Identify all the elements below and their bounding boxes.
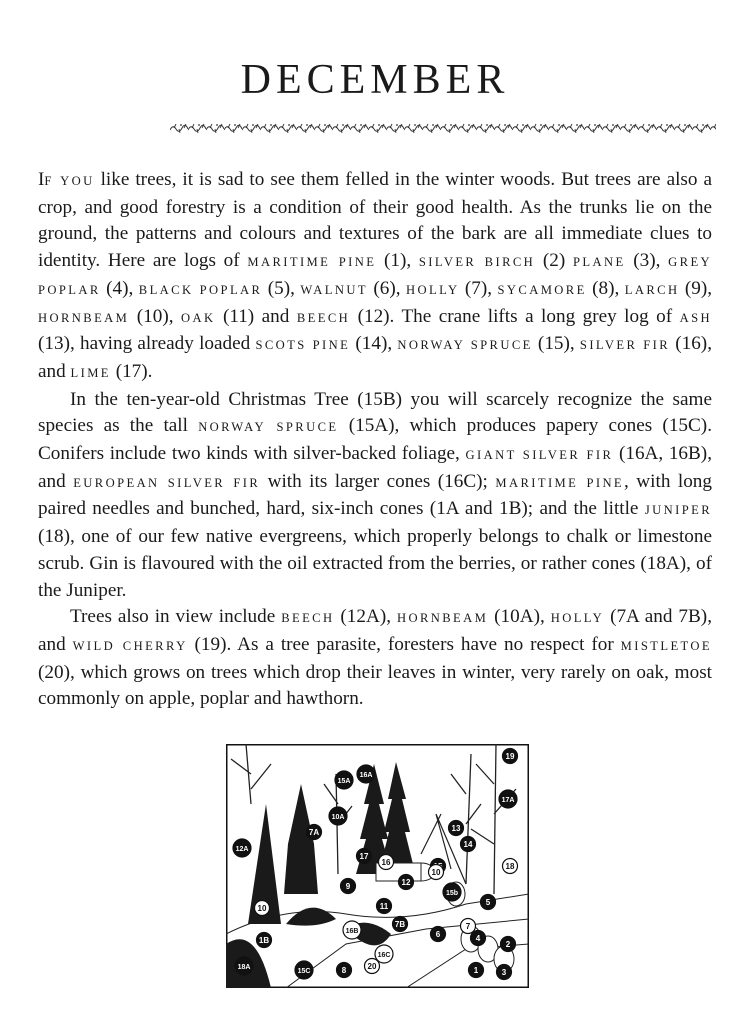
small-caps-term: NORWAY SPRUCE xyxy=(397,338,533,353)
text-run: In the ten-year-old Christmas Tree (15B) you will scarcely recognize the same species as the tall xyxy=(38,388,712,437)
text-run: (20), which grows on trees which drop their leaves in winter, very rarely on oak, most commonly on apple, poplar and hawthorn. xyxy=(38,661,712,710)
text-run: (17). xyxy=(110,360,153,382)
small-caps-term: MISTLETOE xyxy=(620,638,712,653)
text-run: (6), xyxy=(367,277,407,299)
text-run: (8), xyxy=(586,277,625,299)
key-label: 13 xyxy=(451,824,461,833)
text-run: (10), xyxy=(129,305,181,327)
key-label: 16A xyxy=(359,772,373,779)
small-caps-term: GIANT SILVER FIR xyxy=(465,448,614,463)
woodland-illustration xyxy=(226,744,529,988)
key-label: 7 xyxy=(465,922,471,931)
key-label: 4 xyxy=(475,934,481,943)
small-caps-term: ASH xyxy=(679,310,713,325)
text-run: with its larger cones (16C); xyxy=(260,470,496,492)
key-label: 14 xyxy=(463,840,473,849)
text-run: (13), having already loaded xyxy=(38,333,256,355)
key-label: 20 xyxy=(367,962,377,971)
small-caps-term: HORNBEAM xyxy=(38,310,130,325)
key-label: 12A xyxy=(235,846,249,853)
small-caps-term: NORWAY SPRUCE xyxy=(198,420,339,435)
key-label: 19 xyxy=(505,752,515,761)
paragraph-3 xyxy=(38,604,712,713)
paragraph-2 xyxy=(38,387,712,605)
small-caps-term: F YOU xyxy=(44,174,95,188)
body-text xyxy=(38,167,712,713)
key-label: 16C xyxy=(377,952,391,959)
key-label: 10 xyxy=(257,904,267,913)
text-run: , with long paired needles and bunched, hard, six-inch cones (1A and 1B); and the little xyxy=(38,470,712,520)
paragraph-1 xyxy=(38,167,712,387)
key-label: 1B xyxy=(258,936,270,945)
small-caps-term: OAK xyxy=(180,310,216,325)
key-label: 10 xyxy=(431,868,441,877)
small-caps-term: HOLLY xyxy=(406,282,460,297)
text-run: (10A), xyxy=(488,606,551,628)
small-caps-term: BEECH xyxy=(296,310,351,325)
small-caps-term: SYCAMORE xyxy=(497,282,587,297)
small-caps-term: MARITIME PINE xyxy=(495,475,625,490)
text-run: (1), xyxy=(376,250,419,272)
text-run: (16A, 16B), and xyxy=(38,443,712,492)
text-run: (15), xyxy=(532,333,580,355)
key-label: 17A xyxy=(501,797,515,804)
key-label: 15b xyxy=(445,890,459,897)
small-caps-term: SILVER FIR xyxy=(579,338,671,353)
small-caps-term: LIME xyxy=(70,365,111,380)
key-label: 18 xyxy=(505,862,515,871)
key-label: 7A xyxy=(308,828,320,837)
small-caps-term: PLANE xyxy=(572,255,626,270)
key-label: 8 xyxy=(341,966,347,975)
key-label: 15A xyxy=(337,778,351,785)
key-label: 1 xyxy=(473,966,479,975)
key-label: 6 xyxy=(435,930,441,939)
key-label: 12 xyxy=(401,878,411,887)
text-run: (2) xyxy=(535,250,573,272)
small-caps-term: HOLLY xyxy=(550,611,605,626)
small-caps-term: BEECH xyxy=(281,611,335,626)
small-caps-term: MARITIME PINE xyxy=(247,255,377,270)
text-run: (5), xyxy=(262,277,301,299)
small-caps-term: JUNIPER xyxy=(644,503,712,518)
key-label: 2 xyxy=(505,940,511,949)
text-run: (7A and 7B), and xyxy=(38,606,712,655)
key-label: 16 xyxy=(381,858,391,867)
key-label: 5 xyxy=(485,898,491,907)
small-caps-term: BLACK POPLAR xyxy=(138,282,263,297)
small-caps-term: GREY POPLAR xyxy=(38,255,713,297)
page-title: DECEMBER xyxy=(240,57,510,103)
small-caps-term: SCOTS PINE xyxy=(255,338,351,353)
text-run: Trees also in view include xyxy=(70,606,282,628)
text-run: (4), xyxy=(100,277,139,299)
key-label: 10A xyxy=(331,814,345,821)
text-run: (12). The crane lifts a long grey log of xyxy=(350,305,680,327)
text-run: (14), xyxy=(350,333,398,355)
small-caps-term: WALNUT xyxy=(300,282,368,297)
key-label: 9 xyxy=(345,882,351,891)
text-run: I xyxy=(38,169,45,190)
text-run: (19). As a tree parasite, foresters have no respect for xyxy=(187,633,621,655)
text-run: (3), xyxy=(625,250,669,272)
text-run: like trees, it is sad to see them felled in the winter woods. But trees are also a crop, and good forestry is a condition of their good health. As the trunks lie on the ground, the patterns and colours and textures of the bark are all immediate clues to identity. Here are logs of xyxy=(38,169,712,272)
key-label: 7B xyxy=(394,920,406,929)
small-caps-term: HORNBEAM xyxy=(396,611,489,626)
text-run: (11) and xyxy=(215,305,297,327)
decorative-border xyxy=(170,121,716,135)
key-label: 15C xyxy=(297,968,311,975)
key-label: 11 xyxy=(379,902,389,911)
key-label: 17 xyxy=(359,852,369,861)
key-label: 18A xyxy=(237,964,251,971)
small-caps-term: WILD CHERRY xyxy=(72,638,188,653)
text-run: (18), one of our few native evergreens, which properly belongs to chalk or limestone scrub. Gin is flavoured with the oil extracted from the berries, or rather cones (18A), of the Juniper. xyxy=(38,526,712,601)
text-run: (9), xyxy=(679,277,713,299)
small-caps-term: LARCH xyxy=(624,282,680,297)
small-caps-term: SILVER BIRCH xyxy=(418,255,536,270)
text-run: (15A), which produces papery cones (15C). Conifers include two kinds with silver-backed foliage, xyxy=(38,415,712,465)
text-run: (16), and xyxy=(38,333,712,382)
text-run: (7), xyxy=(459,277,498,299)
small-caps-term: EUROPEAN SILVER FIR xyxy=(73,475,261,490)
key-label: 3 xyxy=(501,968,507,977)
text-run: (12A), xyxy=(334,606,397,628)
key-label: 16B xyxy=(345,928,359,935)
